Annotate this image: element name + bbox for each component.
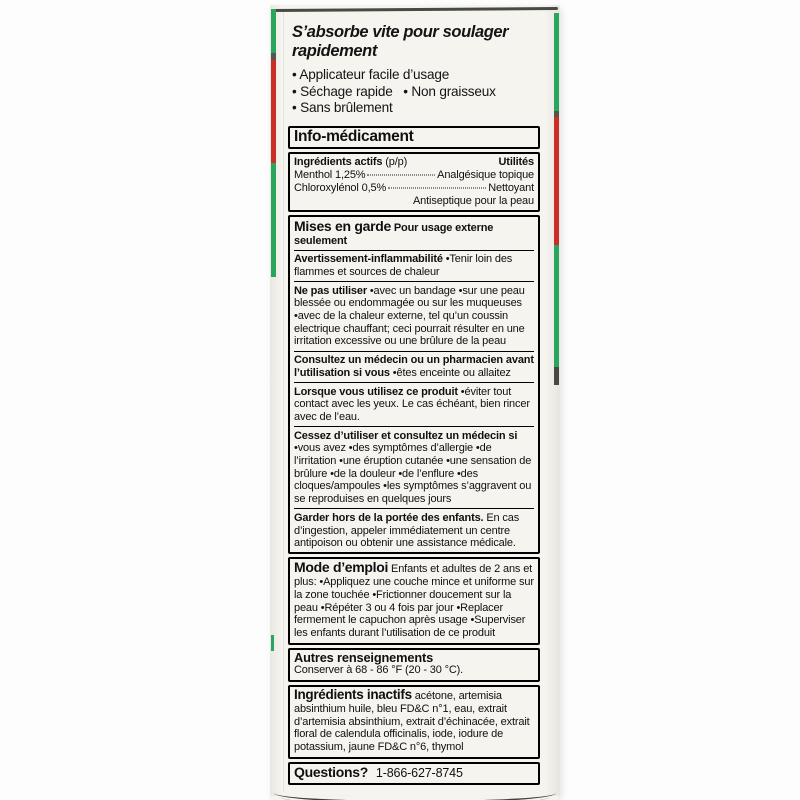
other-info-text: Conserver à 68 - 86 °F (20 - 30 °C). — [294, 664, 464, 677]
right-edge-dark-joint — [554, 367, 559, 385]
ingredient-purpose-continuation: Antiseptique pour la peau — [412, 194, 534, 207]
warnings-heading-row — [294, 217, 534, 249]
drug-facts-title: Info-médicament — [294, 127, 414, 145]
box-top-edge — [272, 7, 558, 12]
ingredient-name: Chloroxylénol 0,5% — [294, 181, 387, 194]
dotted-leader — [367, 175, 435, 176]
other-info-heading: Autres renseignements — [294, 649, 434, 665]
directions-section — [288, 557, 540, 644]
warning-flammability: Avertissement-inflammabilité •Tenir loin des flammes et sources de chaleur — [294, 250, 534, 281]
warning-ask-doctor: Consultez un médecin ou un pharmacien avant l’utilisation si vous •êtes enceinte ou allaitez — [294, 351, 534, 382]
active-ingredient-row — [294, 169, 534, 182]
left-edge-gray-joint — [271, 53, 276, 60]
drug-facts-panel — [288, 126, 540, 786]
feature-line: • Applicateur facile d’usage — [292, 67, 450, 82]
warnings-heading: Mises en garde — [294, 217, 391, 234]
medicine-box — [270, 5, 560, 800]
left-edge-green-dash — [271, 635, 274, 651]
directions-text: Enfants et adultes de 2 ans et plus: •Appliquez une couche mince et uniforme sur la zone touchée •Frictionner doucement sur la peau •Répéter 3 ou 4 fois par jour •Replacer fermement le capuchon après usage •Superviser les enfants durant l’utilisation de ce produit — [294, 563, 534, 639]
right-edge-green-strip-top — [554, 13, 559, 111]
questions-heading: Questions? — [294, 763, 369, 780]
active-ingredients-heading: Ingrédients actifs (p/p) — [294, 156, 408, 169]
active-ingredients-section — [288, 152, 540, 212]
warning-when-using: Lorsque vous utilisez ce produit •éviter tout contact avec les yeux. Le cas échéant, bien rincer avec de l’eau. — [294, 382, 534, 426]
active-ingredients-header — [294, 156, 534, 169]
box-crease-line — [283, 11, 284, 792]
feature-line: • Séchage rapide • Non graisseux — [292, 83, 496, 99]
left-edge-green-strip-mid — [271, 163, 276, 277]
drug-facts-title-box — [288, 126, 540, 150]
box-back-panel — [270, 5, 560, 796]
dotted-leader — [388, 187, 486, 188]
purpose-column-heading: Utilités — [498, 156, 534, 169]
warning-stop-use: Cessez d’utiliser et consultez un médecin si •vous avez •des symptômes d’allergie •de l’irritation •une éruption cutanée •une sensation de brûlure •de la douleur •de l’enflure •des cloques/ampoules •les symptômes s’aggravent ou se reproduises en quelques jours — [294, 426, 534, 508]
questions-phone-number: 1-866-627-8745 — [375, 765, 463, 780]
directions-heading: Mode d’emploi — [294, 559, 389, 576]
product-tagline: S’absorbe vite pour soulager rapidement — [292, 23, 509, 60]
warnings-section — [288, 215, 540, 554]
inactive-ingredients-text: acétone, artemisia absinthium huile, bleu FD&C n°1, eau, extrait d’artemisia absinthium, extrait d’échinacée, extrait floral de calendula officinalis, iode, iodure de potassium, jaune FD&C n°6, thymol — [294, 690, 530, 753]
inactive-ingredients-heading: Ingrédients inactifs — [294, 687, 412, 703]
right-edge-red-strip — [554, 117, 559, 245]
other-info-section — [288, 648, 540, 682]
right-edge-green-strip-mid — [554, 245, 559, 367]
ingredient-purpose: Analgésique topique — [437, 169, 534, 182]
questions-section — [288, 762, 540, 786]
marketing-copy — [292, 23, 536, 117]
warning-keep-out-of-reach: Garder hors de la portée des enfants. En cas d’ingestion, appeler immédiatement un centre antipoison ou obtenir une assistance médicale. — [294, 508, 534, 552]
flap-gold-line — [281, 796, 549, 800]
inactive-ingredients-section — [288, 685, 540, 759]
active-ingredient-row — [294, 182, 534, 195]
warnings-heading-suffix: Pour usage externe seulement — [294, 221, 494, 247]
left-edge-green-strip-top — [271, 9, 276, 53]
ingredient-purpose: Nettoyant — [488, 181, 534, 194]
box-bottom-flap — [271, 796, 559, 800]
feature-line: • Sans brûlement — [292, 100, 393, 116]
warning-do-not-use: Ne pas utiliser •avec un bandage •sur une peau blessée ou endommagée ou sur les muqueuses •avec de la chaleur externe, tel qu’un coussin electrique chauffant; ceci pourrait résulter en une irritation excessive ou une brûlure de la peau — [294, 281, 534, 351]
left-edge-red-strip — [271, 60, 276, 163]
ingredient-name: Menthol 1,25% — [294, 169, 366, 182]
